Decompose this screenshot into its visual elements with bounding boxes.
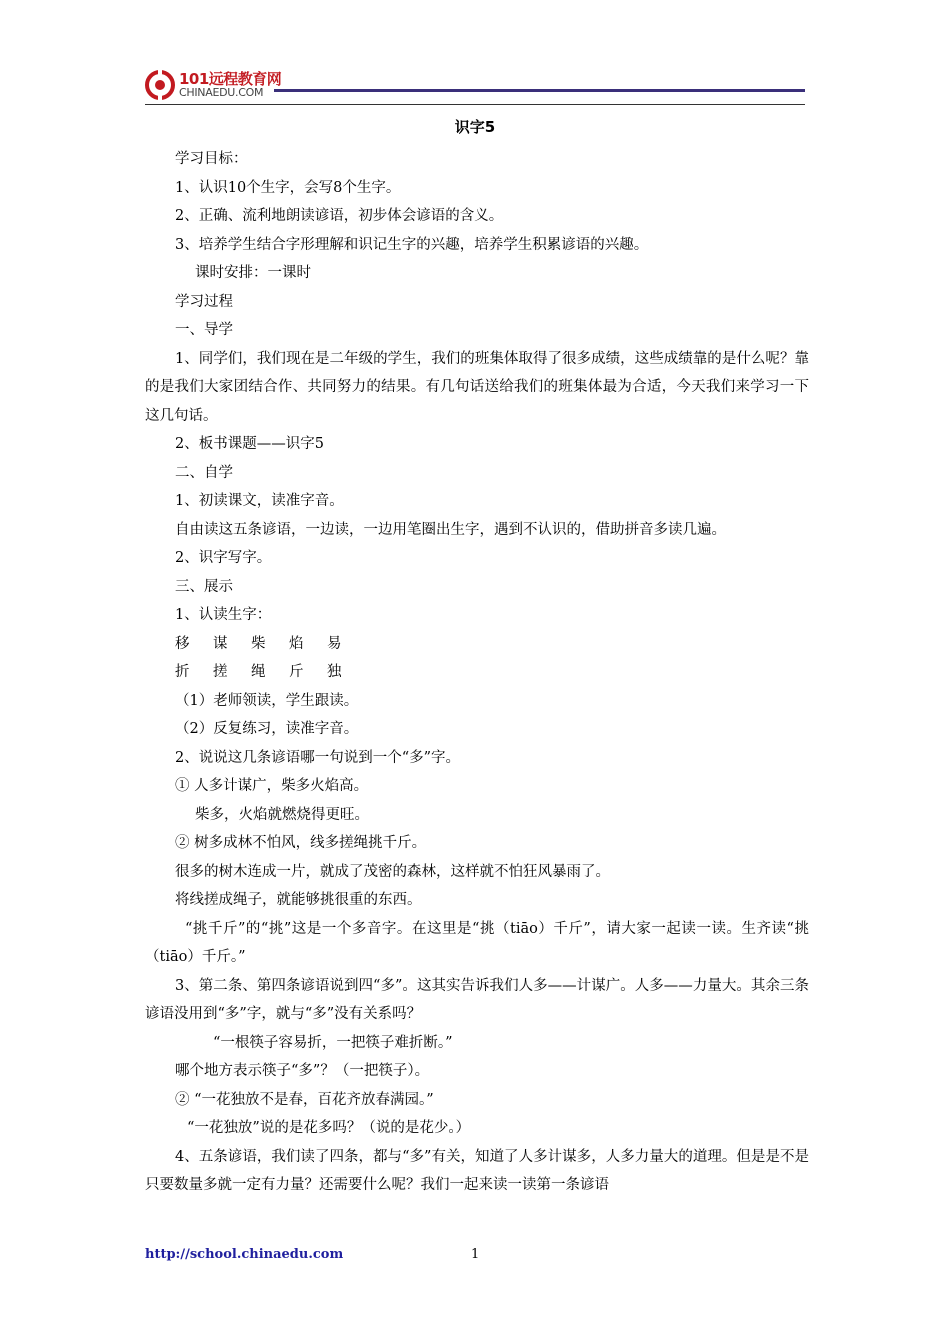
footer-link[interactable]: http://school.chinaedu.com [145,1247,344,1262]
document-body [145,145,809,1200]
character: 折 [175,664,190,680]
page-header [145,64,805,104]
paragraph: 学习过程 [175,293,233,310]
logo-title: 101远程教育网 [179,70,282,88]
paragraph: 哪个地方表示筷子“多”？（一把筷子）。 [175,1063,430,1079]
paragraph: 自由读这五条谚语，一边读，一边用笔圈出生字，遇到不认识的，借助拼音多读几遍。 [175,521,726,538]
character: 柴 [251,635,266,652]
character: 斤 [289,664,304,680]
paragraph: 柴多，火焰就燃烧得更旺。 [195,806,369,823]
paragraph: 1、认识10个生字，会写8个生字。 [175,179,401,196]
character: 易 [327,635,342,652]
character: 独 [327,664,342,680]
header-rule-thick [274,89,805,92]
new-characters-row [145,630,809,659]
paragraph: 将线搓成绳子，就能够挑很重的东西。 [175,892,422,908]
paragraph: 3、第二条、第四条谚语说到四“多”。这其实告诉我们人多——计谋广。人多——力量大。其余三条谚语没用到“多”字，就与“多”没有关系吗？ [145,977,809,1022]
paragraph: ② “一花独放不是春，百花齐放春满园。” [175,1091,434,1108]
paragraph: “一花独放”说的是花多吗？（说的是花少。） [187,1120,471,1136]
paragraph: 1、认读生字： [175,607,272,623]
character: 移 [175,635,190,652]
paragraph: 很多的树木连成一片，就成了茂密的森林，这样就不怕狂风暴雨了。 [175,863,610,880]
paragraph: 二、自学 [175,464,233,481]
paragraph: 2、说说这几条谚语哪一句说到一个“多”字。 [175,749,461,766]
logo-subtitle: CHINAEDU.COM [179,86,264,99]
character: 搓 [213,664,228,680]
paragraph: 1、同学们，我们现在是二年级的学生，我们的班集体取得了很多成绩，这些成绩靠的是什么呢？靠的是我们大家团结合作、共同努力的结果。有几句话送给我们的班集体最为合适，今天我们来学习一下这几句话。 [145,350,809,424]
paragraph: （1）老师领读，学生跟读。 [175,692,359,709]
paragraph: 课时安排：一课时 [195,265,311,281]
character: 绳 [251,664,266,680]
paragraph: ② 树多成林不怕风，线多搓绳挑千斤。 [175,835,427,851]
page-title: 识字5 [454,118,496,136]
new-characters-row [145,658,809,687]
paragraph: 4、五条谚语，我们读了四条，都与“多”有关，知道了人多计谋多，人多力量大的道理。但是是不是只要数量多就一定有力量？还需要什么呢？我们一起来读一读第一条谚语 [145,1148,809,1193]
chinaedu-logo-icon [145,70,175,100]
paragraph: 1、初读课文，读准字音。 [175,493,344,509]
character: 焰 [289,635,304,652]
paragraph: 2、正确、流利地朗读谚语，初步体会谚语的含义。 [175,208,504,224]
paragraph: 3、培养学生结合字形理解和识记生字的兴趣，培养学生积累谚语的兴趣。 [175,236,649,253]
paragraph: 三、展示 [175,578,233,595]
header-rule-thin [145,104,805,105]
paragraph: 学习目标： [175,151,248,167]
paragraph: 2、识字写字。 [175,550,272,566]
paragraph: 一、导学 [175,322,233,338]
character: 谋 [213,635,228,652]
paragraph: 2、板书课题——识字5 [175,436,324,452]
paragraph: （2）反复练习，读准字音。 [175,721,359,737]
paragraph: “一根筷子容易折，一把筷子难折断。” [213,1034,453,1051]
page-number: 1 [471,1247,480,1262]
paragraph: “挑千斤”的“挑”这是一个多音字。在这里是“挑（tiāo）千斤”，请大家一起读一读。生齐读“挑（tiāo）千斤。” [145,920,809,965]
paragraph: ① 人多计谋广，柴多火焰高。 [175,778,369,794]
